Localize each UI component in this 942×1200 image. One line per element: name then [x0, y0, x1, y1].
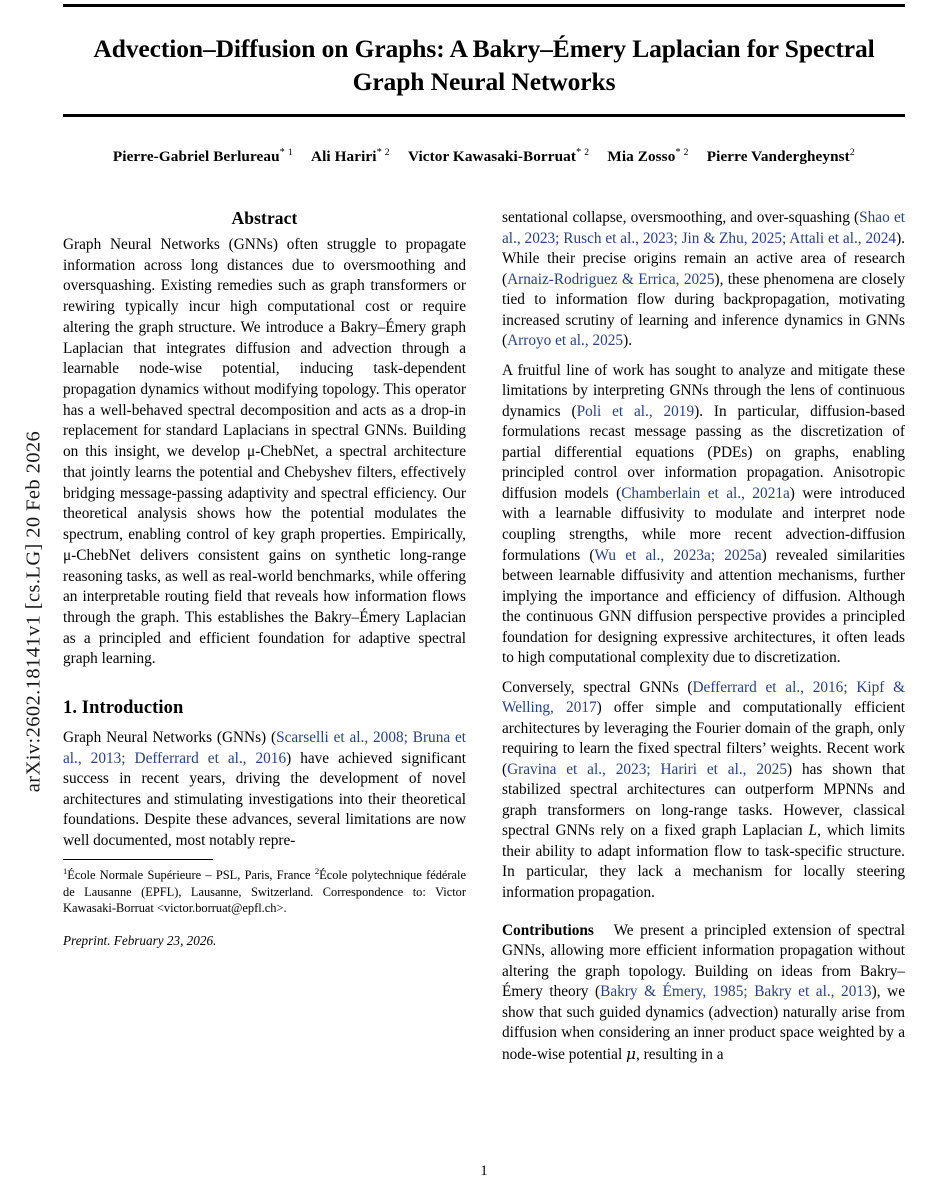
citation-separator: ; [121, 749, 135, 767]
page-title: Advection–Diffusion on Graphs: A Bakry–Émery Laplacian for Spectral Graph Neural Networks [93, 34, 875, 96]
text-run: , resulting in a [636, 1045, 724, 1063]
text-run: ) revealed similarities between learnable diffusivity and attention mechanisms, further implying the importance and efficiency of diffusion. Although the continuous GNN diffusion perspective provides a principled foundation for designing expressive architectures, it often leads to high computational complexity due to discretization. [502, 546, 905, 667]
citation-separator: ; [782, 229, 790, 247]
text-run: ) were introduced with a learnable diffusivity to modulate and interpret node coupling strengths, while more recent advection-diffusion formulations ( [502, 484, 905, 564]
citation-link[interactable]: Arroyo et al., 2025 [507, 332, 624, 350]
author-name: Victor Kawasaki-Borruat [407, 148, 577, 166]
author-star: * [576, 147, 582, 159]
footnote-affiliations [63, 866, 466, 916]
right-column [502, 208, 905, 1074]
footnote-text: École Normale Supérieure – PSL, Paris, France [67, 868, 315, 883]
citation-link[interactable]: Defferrard et al., 2016 [134, 749, 287, 767]
text-run: ) have achieved significant success in recent years, driving the development of novel architectures and stimulating investigations into their theoretical foundations. Despite these advances, several limitations are now well documented, most notably repre- [63, 749, 466, 849]
text-run: ). In particular, diffusion-based formulations recast message passing as the discretization of partial differential equations (PDEs) on graphs, enabling principled control over information propagation. Anisotropic diffusion models ( [502, 402, 906, 502]
text-run: Conversely, spectral GNNs ( [502, 678, 693, 696]
footnote-marker: 2 [314, 866, 320, 877]
citation-link[interactable]: Gravina et al., 2023 [507, 760, 647, 778]
text-run: ). [623, 332, 633, 350]
citation-link[interactable]: Shao et al., 2023 [502, 209, 905, 247]
author-marks [280, 147, 293, 158]
citation-separator: ; [843, 678, 857, 696]
header-rule-top [63, 4, 905, 7]
author-entry [311, 148, 394, 165]
text-run: ), we show that such guided dynamics (advection) naturally arise from diffusion when considering an inner product space weighted by a node-wise potential [502, 983, 905, 1063]
citation-link[interactable]: Bakry et al., 2013 [754, 983, 872, 1001]
intro-paragraph-1 [63, 728, 466, 851]
citation-link[interactable]: Bruna et al., 2013 [63, 729, 467, 767]
author-marks [377, 147, 390, 158]
author-name: Mia Zosso [607, 148, 676, 166]
citation-link[interactable]: Chamberlain et al., 2021a [621, 484, 790, 502]
two-column-body [63, 208, 905, 1074]
citation-link[interactable]: Rusch et al., 2023 [563, 229, 674, 247]
author-affil: 2 [584, 147, 590, 159]
arxiv-stamp: arXiv:2602.18141v1 [cs.LG] 20 Feb 2026 [22, 430, 45, 793]
author-entry [607, 148, 692, 165]
author-entry [113, 148, 297, 165]
author-name: Pierre-Gabriel Berlureau [112, 148, 280, 166]
citation-separator: ; [710, 546, 725, 564]
citation-link[interactable]: Bakry & Émery, 1985 [600, 983, 744, 1001]
text-run: ) offer simple and computationally efficient architectures by leveraging the Fourier domain of the graph, only requiring to learn the fixed spectral filters’ weights. Recent work ( [502, 699, 905, 778]
left-column [63, 208, 466, 1074]
paper-content [63, 0, 905, 1200]
author-entry [408, 148, 593, 165]
abstract-heading: Abstract [231, 208, 298, 228]
author-list [63, 147, 905, 166]
footnote-rule [63, 859, 213, 860]
citation-separator: ; [743, 983, 755, 1001]
author-entry [707, 148, 855, 165]
citation-separator: ; [403, 729, 413, 747]
math-symbol-mu: μ [626, 1044, 636, 1063]
citation-separator: ; [673, 229, 682, 247]
citation-link[interactable]: Arnaiz-Rodriguez & Errica, 2025 [507, 270, 715, 288]
author-marks [675, 147, 688, 158]
text-run: Graph Neural Networks (GNNs) ( [63, 729, 277, 747]
right-paragraph-4 [502, 921, 905, 1066]
author-affil: 2 [384, 147, 391, 159]
citation-link[interactable]: Defferrard et al., 2016 [692, 678, 844, 696]
author-name: Ali Hariri [311, 148, 377, 166]
header-rule-under-title [63, 114, 905, 117]
text-run: ). While their precise origins remain an active area of research ( [502, 229, 905, 288]
page-number: 1 [480, 1163, 488, 1179]
citation-link[interactable]: Attali et al., 2024 [789, 229, 897, 247]
author-marks [850, 147, 855, 158]
author-marks [576, 147, 589, 158]
citation-link[interactable]: Wu et al., 2023a [594, 546, 711, 564]
text-run: , which limits their ability to adapt information flow to task-specific structure. In particular, they lack a mechanism for locally steering information propagation. [502, 822, 905, 901]
citation-link[interactable]: Hariri et al., 2025 [660, 760, 787, 778]
abstract-body: Graph Neural Networks (GNNs) often struggle to propagate information across long distances due to oversmoothing and oversquashing. Existing remedies such as graph transformers or rewiring typically incur high computational cost or require altering the graph structure. We introduce a Bakry–Émery graph Laplacian that integrates diffusion and advection through a learnable node-wise potential, inducing task-dependent propagation dynamics without modifying topology. This operator has a well-behaved spectral decomposition and acts as a drop-in replacement for standard Laplacians in spectral GNNs. Building on this insight, we develop μ-ChebNet, a spectral architecture that jointly learns the potential and Chebyshev filters, effectively bridging message-passing adaptivity and spectral efficiency. Our theoretical analysis shows how the potential modulates the spectrum, enabling control of key graph properties. Empirically, μ-ChebNet delivers consistent gains on synthetic long-range reasoning tasks, as well as real-world benchmarks, while offering an interpretable routing field that reveals how information flows through the graph. This establishes the Bakry–Émery Laplacian as a principled and efficient foundation for adaptive spectral graph learning. [63, 236, 466, 668]
text-run: ) has shown that stabilized spectral architectures can outperform MPNNs and graph transformers on long-range tasks. However, classical spectral GNNs rely on a fixed graph Laplacian [502, 760, 905, 840]
author-name: Pierre Vandergheynst [706, 148, 850, 166]
footnote-marker: 1 [63, 866, 68, 877]
citation-separator: ; [646, 760, 661, 778]
preprint-notice: Preprint. February 23, 2026. [63, 932, 217, 948]
text-run: ), these phenomena are closely tied to information flow during backpropagation, motivating increased scrutiny of learning and inference dynamics in GNNs ( [502, 270, 905, 350]
section-heading-introduction: 1. Introduction [63, 698, 184, 719]
citation-link[interactable]: Jin & Zhu, 2025 [681, 229, 783, 247]
math-symbol-laplacian: L [808, 822, 818, 840]
author-star: * [675, 147, 682, 159]
citation-separator: ; [555, 229, 564, 247]
citation-link[interactable]: 2025a [724, 546, 762, 564]
author-star: * [376, 147, 383, 159]
text-run: sentational collapse, oversmoothing, and over-squashing ( [502, 209, 860, 226]
author-affil: 2 [849, 147, 856, 159]
citation-link[interactable]: Kipf & Welling, 2017 [502, 678, 905, 717]
paragraph-heading-contributions: Contributions [502, 921, 594, 939]
footnote-text: École polytechnique fédérale de Lausanne (EPFL), Lausanne, Switzerland. Correspondence to: Victor Kawasaki-Borruat <victor.borruat@epfl.ch>. [63, 868, 467, 915]
citation-link[interactable]: Scarselli et al., 2008 [276, 729, 404, 747]
right-paragraph-1 [502, 208, 905, 352]
text-run: We present a principled extension of spectral GNNs, allowing more efficient information propagation without altering the graph topology. Building on ideas from Bakry–Émery theory ( [502, 921, 905, 1001]
right-paragraph-2 [502, 361, 905, 669]
author-star: * [279, 147, 286, 159]
text-run: A fruitful line of work has sought to analyze and mitigate these limitations by interpreting GNNs through the lens of continuous dynamics ( [502, 361, 905, 420]
citation-link[interactable]: Poli et al., 2019 [576, 402, 695, 420]
right-paragraph-3 [502, 678, 905, 904]
author-affil: 1 [287, 147, 294, 159]
author-affil: 2 [683, 147, 689, 159]
